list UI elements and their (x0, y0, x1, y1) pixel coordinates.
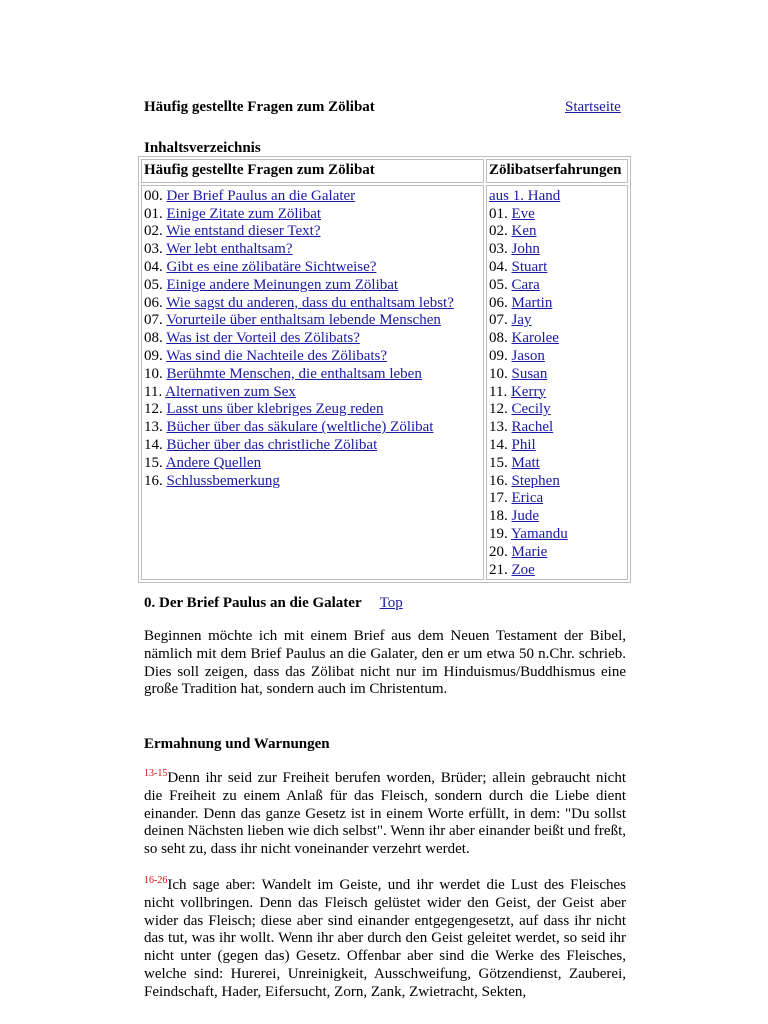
toc-question-link[interactable]: Wie sagst du anderen, dass du enthaltsam lebst? (166, 294, 454, 311)
toc-experience-link[interactable]: Stuart (511, 258, 548, 275)
intro-paragraph: Beginnen möchte ich mit einem Brief aus dem Neuen Testament der Bibel, nämlich mit dem Brief Paulus an die Galater, den er um etwa 50 n.Chr. schrieb. Dies soll zeigen, dass das Zölibat nicht nur im Hinduismus/Buddhismus eine große Tradition hat, sondern auch im Christentum. (144, 628, 626, 698)
verse-paragraph (144, 877, 626, 1002)
toc-experience-item: 13. Rachel (489, 419, 554, 436)
toc-question-link[interactable]: Einige Zitate zum Zölibat (166, 205, 322, 222)
toc-experience-link[interactable]: Jay (511, 312, 532, 329)
toc-experience-item: 06. Martin (489, 294, 553, 311)
toc-experience-item: 10. Susan (489, 365, 548, 382)
toc-question-link[interactable]: Wie entstand dieser Text? (166, 223, 321, 240)
toc-question-link[interactable]: Schlussbemerkung (166, 472, 280, 489)
toc-experience-item: 11. Kerry (489, 383, 546, 400)
toc-experience-item: 05. Cara (489, 276, 540, 293)
subheading: Ermahnung und Warnungen (144, 736, 330, 752)
toc-question-link[interactable]: Wer lebt enthaltsam? (166, 241, 293, 258)
toc-question-link[interactable]: Bücher über das christliche Zölibat (166, 436, 378, 453)
toc-experience-item: 04. Stuart (489, 258, 548, 275)
toc-table (138, 156, 631, 583)
toc-body-row (141, 185, 628, 581)
toc-experience-item: 18. Jude (489, 508, 539, 525)
toc-experience-link[interactable]: Kerry (510, 383, 546, 400)
toc-question-link[interactable]: Was ist der Vorteil des Zölibats? (166, 330, 360, 347)
toc-experience-item: 01. Eve (489, 205, 535, 222)
toc-question-item: 03. Wer lebt enthaltsam? (144, 241, 293, 258)
toc-question-item: 04. Gibt es eine zölibatäre Sichtweise? (144, 258, 377, 275)
top-link[interactable]: Top (379, 595, 403, 611)
toc-experience-link[interactable]: Cara (511, 276, 540, 293)
toc-experience-link[interactable]: Martin (511, 294, 553, 311)
verse-reference: 16-26 (144, 875, 168, 886)
toc-question-item: 11. Alternativen zum Sex (144, 383, 296, 400)
toc-experience-link[interactable]: Karolee (511, 330, 559, 347)
toc-experience-item: 14. Phil (489, 436, 536, 453)
toc-question-link[interactable]: Andere Quellen (165, 454, 262, 471)
toc-experience-link[interactable]: Rachel (511, 419, 554, 436)
toc-experience-link[interactable]: Cecily (511, 401, 551, 418)
toc-experience-link[interactable]: Erica (511, 490, 544, 507)
toc-experience-item: 07. Jay (489, 312, 532, 329)
toc-experience-link[interactable]: Zoe (511, 561, 535, 578)
toc-question-item: 06. Wie sagst du anderen, dass du enthaltsam lebst? (144, 294, 454, 311)
verse-text: Ich sage aber: Wandelt im Geiste, und ihr werdet die Lust des Fleisches nicht vollbringen. Denn das Fleisch gelüstet wider den Geist, der Geist aber wider das Fleisch; diese aber sind einander entgegengesetzt, auf dass ihr nicht das tut, was ihr wollt. Wenn ihr aber durch den Geist geleitet werdet, so seid ihr nicht unter (gegen das) Gesetz. Offenbar aber sind die Werke des Fleisches, welche sind: Hurerei, Unreinigkeit, Ausschweifung, Götzendienst, Zauberei, Feindschaft, Hader, Eifersucht, Zorn, Zank, Zwietracht, Sekten, (144, 877, 626, 1000)
verse-paragraph (144, 770, 626, 859)
toc-experience-link[interactable]: Eve (511, 205, 535, 222)
toc-experience-link[interactable]: Jason (511, 347, 545, 364)
toc-experience-link[interactable]: Yamandu (510, 525, 568, 542)
toc-question-item: 14. Bücher über das christliche Zölibat (144, 436, 378, 453)
toc-question-link[interactable]: Alternativen zum Sex (165, 383, 296, 400)
toc-questions-cell (141, 185, 484, 581)
toc-experience-item: 09. Jason (489, 347, 545, 364)
verse-reference: 13-15 (144, 768, 168, 779)
toc-question-item: 05. Einige andere Meinungen zum Zölibat (144, 276, 399, 293)
toc-experience-item: 12. Cecily (489, 401, 551, 418)
toc-experience-link[interactable]: Susan (511, 365, 548, 382)
toc-header-row (141, 159, 628, 183)
page-title: Häufig gestellte Fragen zum Zölibat (144, 99, 375, 115)
toc-experience-link[interactable]: Matt (511, 454, 540, 471)
verse-text: Denn ihr seid zur Freiheit berufen worden, Brüder; allein gebraucht nicht die Freiheit zu einem Anlaß für das Fleisch, sondern durch die Liebe dient einander. Denn das ganze Gesetz ist in einem Worte erfüllt, in dem: "Du sollst deinen Nächsten lieben wie dich selbst". Wenn ihr aber einander beißt und freßt, so seht zu, dass ihr nicht voneinander verzehrt werdet. (144, 770, 626, 858)
toc-question-item: 08. Was ist der Vorteil des Zölibats? (144, 330, 360, 347)
toc-heading: Inhaltsverzeichnis (144, 140, 261, 156)
toc-experience-item: 21. Zoe (489, 561, 535, 578)
toc-experience-link[interactable]: John (511, 241, 540, 258)
toc-experience-item: 08. Karolee (489, 330, 559, 347)
section-heading-text: 0. Der Brief Paulus an die Galater (144, 595, 362, 611)
toc-question-item: 13. Bücher über das säkulare (weltliche) Zölibat (144, 419, 434, 436)
toc-col-experiences-header: Zölibatserfahrungen (486, 159, 628, 183)
toc-experience-item: 15. Matt (489, 454, 540, 471)
toc-experience-link[interactable]: Jude (511, 508, 539, 525)
toc-experience-item: 19. Yamandu (489, 525, 568, 542)
toc-experiences-cell (486, 185, 628, 581)
toc-question-link[interactable]: Was sind die Nachteile des Zölibats? (166, 347, 388, 364)
toc-question-link[interactable]: Gibt es eine zölibatäre Sichtweise? (166, 258, 377, 275)
toc-experience-link[interactable]: Phil (511, 436, 536, 453)
toc-experience-intro (489, 188, 625, 206)
toc-question-link[interactable]: Der Brief Paulus an die Galater (166, 187, 356, 204)
toc-question-link[interactable]: Einige andere Meinungen zum Zölibat (166, 276, 399, 293)
toc-experience-link[interactable]: Ken (511, 223, 537, 240)
toc-question-item: 07. Vorurteile über enthaltsam lebende Menschen (144, 312, 441, 329)
toc-experience-item: 17. Erica (489, 490, 544, 507)
toc-question-link[interactable]: Vorurteile über enthaltsam lebende Menschen (166, 312, 441, 329)
toc-question-item: 16. Schlussbemerkung (144, 472, 280, 489)
toc-experience-item: 03. John (489, 241, 540, 258)
toc-question-item: 10. Berühmte Menschen, die enthaltsam leben (144, 365, 422, 382)
toc-experience-link[interactable]: Stephen (511, 472, 560, 489)
toc-question-item: 01. Einige Zitate zum Zölibat (144, 205, 322, 222)
toc-experience-item: 02. Ken (489, 223, 537, 240)
toc-question-item: 00. Der Brief Paulus an die Galater (144, 187, 356, 204)
toc-col-questions-header: Häufig gestellte Fragen zum Zölibat (141, 159, 484, 183)
toc-experience-item: 16. Stephen (489, 472, 560, 489)
toc-question-item: 15. Andere Quellen (144, 454, 262, 471)
toc-question-item: 09. Was sind die Nachteile des Zölibats? (144, 347, 388, 364)
toc-experience-item: 20. Marie (489, 543, 548, 560)
toc-question-link[interactable]: Lasst uns über klebriges Zeug reden (166, 401, 384, 418)
toc-question-item: 02. Wie entstand dieser Text? (144, 223, 321, 240)
toc-question-link[interactable]: Berühmte Menschen, die enthaltsam leben (166, 365, 422, 382)
section-heading (144, 595, 403, 613)
toc-experience-firsthand-link[interactable]: aus 1. Hand (489, 187, 561, 204)
toc-question-item: 12. Lasst uns über klebriges Zeug reden (144, 401, 384, 418)
home-link[interactable]: Startseite (565, 99, 621, 115)
toc-question-link[interactable]: Bücher über das säkulare (weltliche) Zölibat (166, 419, 434, 436)
toc-experience-link[interactable]: Marie (511, 543, 548, 560)
